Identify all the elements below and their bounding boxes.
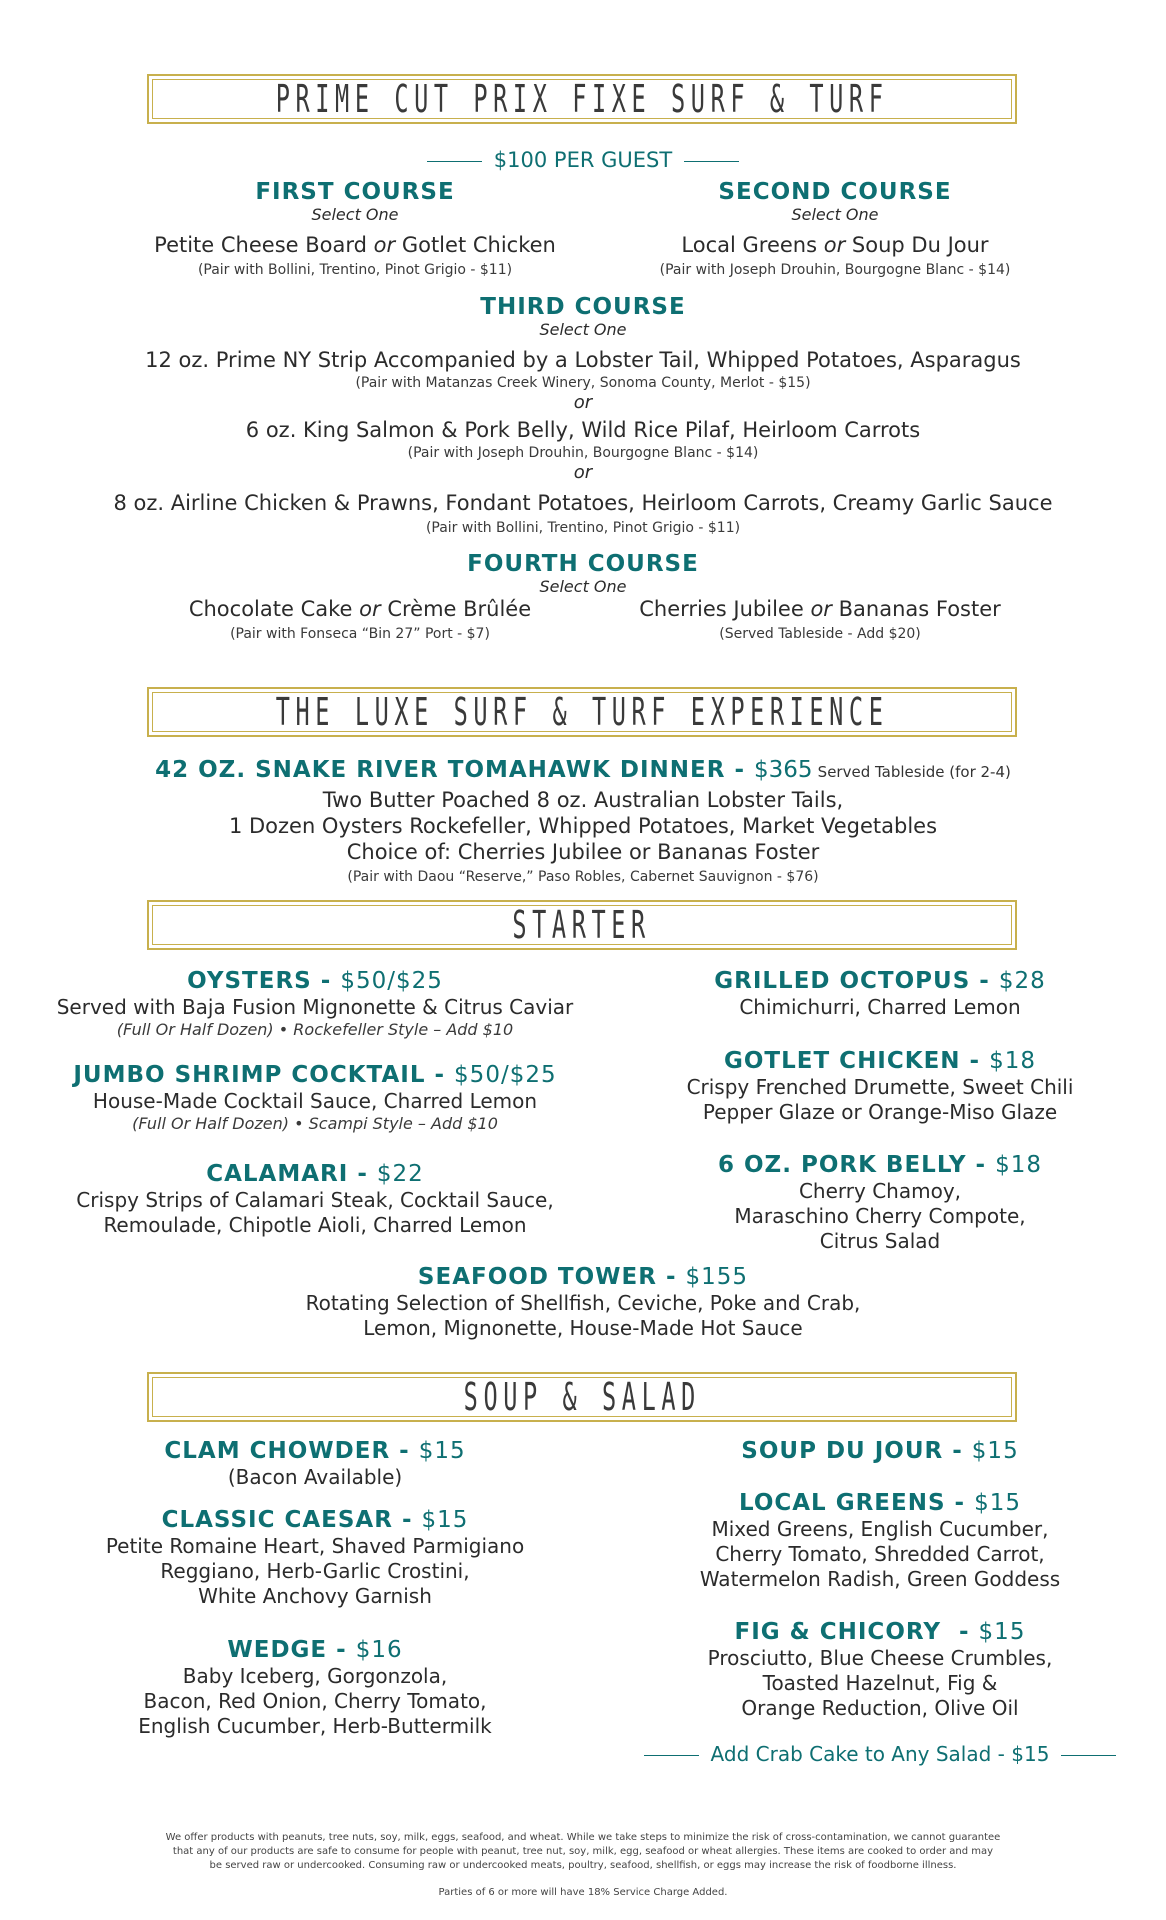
option-a: Cherries Jubilee <box>639 597 804 621</box>
shrimp-desc: House-Made Cocktail Sauce, Charred Lemon <box>92 1089 538 1113</box>
item-price: $155 <box>685 1264 749 1290</box>
octopus-desc: Chimichurri, Charred Lemon <box>739 995 1021 1019</box>
service-charge-note: Parties of 6 or more will have 18% Service Charge Added. <box>438 1887 728 1898</box>
item-title: CLASSIC CAESAR - <box>161 1507 422 1533</box>
octopus-item <box>620 967 1140 1020</box>
second-course <box>560 178 1110 280</box>
pork-belly-desc-1: Cherry Chamoy, <box>798 1179 962 1203</box>
pork-belly-desc-2: Maraschino Cherry Compote, <box>734 1204 1026 1228</box>
third-course-pairing-1: (Pair with Matanzas Creek Winery, Sonoma County, Merlot - $15) <box>355 375 811 391</box>
option-b: Bananas Foster <box>838 597 1001 621</box>
second-course-select: Select One <box>791 205 879 224</box>
chowder-item <box>20 1437 610 1490</box>
first-course-pairing: (Pair with Bollini, Trentino, Pinot Grigio - $11) <box>197 262 513 278</box>
wedge-heading <box>20 1636 610 1664</box>
tomahawk-line-3: Choice of: Cherries Jubilee or Bananas Foster <box>346 840 820 864</box>
soup-salad-banner-title: SOUP & SALAD <box>463 1375 701 1419</box>
third-course-pairing-3: (Pair with Bollini, Trentino, Pinot Grigio - $11) <box>425 520 741 536</box>
crab-cake-text: Add Crab Cake to Any Salad - $15 <box>710 1742 1050 1766</box>
second-course-title: SECOND COURSE <box>718 179 952 205</box>
disclaimer-line-1: We offer products with peanuts, tree nuts, soy, milk, eggs, seafood, and wheat. While we take steps to minimize the risk of cross-contamination, we cannot guarantee <box>165 1832 1001 1843</box>
option-a: Chocolate Cake <box>188 597 353 621</box>
chowder-desc: (Bacon Available) <box>227 1465 403 1489</box>
disclaimer-line-2: that any of our products are safe to consume for people with peanut, tree nut, soy, milk, egg, seafood or wheat allergies. These items are cooked to order and may <box>172 1846 994 1857</box>
soup-du-jour-heading <box>620 1437 1140 1465</box>
shrimp-note: (Full Or Half Dozen) • Scampi Style – Add $10 <box>132 1114 498 1133</box>
divider <box>1061 1755 1116 1756</box>
or-text: or <box>573 462 593 483</box>
item-price: $22 <box>376 1161 424 1187</box>
pork-belly-desc-3: Citrus Salad <box>819 1229 941 1253</box>
or-text: or <box>573 392 593 413</box>
disclaimer-line-3: be served raw or undercooked. Consuming raw or undercooked meats, poultry, seafood, shellfish, or eggs may increase the risk of foodborne illness. <box>209 1860 957 1871</box>
fourth-course-right <box>570 596 1070 644</box>
second-course-options <box>560 232 1110 258</box>
oysters-desc: Served with Baja Fusion Mignonette & Citrus Caviar <box>56 995 574 1019</box>
or-text: or <box>823 233 846 257</box>
third-course-option-1: 12 oz. Prime NY Strip Accompanied by a Lobster Tail, Whipped Potatoes, Asparagus <box>145 348 1021 372</box>
tomahawk-line-1: Two Butter Poached 8 oz. Australian Lobster Tails, <box>322 788 844 812</box>
fig-chicory-desc-3: Orange Reduction, Olive Oil <box>741 1696 1019 1720</box>
prix-fixe-price <box>0 146 1166 174</box>
item-price: $28 <box>998 968 1046 994</box>
item-price: $16 <box>355 1637 403 1663</box>
oysters-heading <box>20 967 610 995</box>
local-greens-desc-1: Mixed Greens, English Cucumber, <box>711 1517 1049 1541</box>
soup-du-jour-item <box>620 1437 1140 1465</box>
item-title: OYSTERS - <box>187 968 341 994</box>
item-price: $15 <box>418 1438 466 1464</box>
tomahawk-note: Served Tableside (for 2-4) <box>817 763 1011 781</box>
wedge-desc-3: English Cucumber, Herb-Buttermilk <box>138 1714 492 1738</box>
local-greens-heading <box>620 1489 1140 1517</box>
oysters-note: (Full Or Half Dozen) • Rockefeller Style – Add $10 <box>116 1020 514 1039</box>
item-title: SEAFOOD TOWER - <box>417 1264 686 1290</box>
luxe-banner-title: THE LUXE SURF & TURF EXPERIENCE <box>275 690 889 734</box>
gotlet-desc-1: Crispy Frenched Drumette, Sweet Chili <box>686 1075 1074 1099</box>
fig-chicory-desc-2: Toasted Hazelnut, Fig & <box>762 1671 998 1695</box>
wedge-item <box>20 1636 610 1739</box>
divider <box>644 1755 699 1756</box>
item-title: FIG & CHICORY - <box>734 1619 979 1645</box>
prix-fixe-banner-title: PRIME CUT PRIX FIXE SURF & TURF <box>275 77 889 121</box>
local-greens-item <box>620 1489 1140 1592</box>
prix-fixe-banner <box>147 74 1017 124</box>
pork-belly-item <box>620 1151 1140 1254</box>
third-course-option-2: 6 oz. King Salmon & Pork Belly, Wild Rice Pilaf, Heirloom Carrots <box>245 418 921 442</box>
crab-cake-addon <box>600 1740 1160 1768</box>
item-title: GOTLET CHICKEN - <box>724 1048 990 1074</box>
gotlet-heading <box>620 1047 1140 1075</box>
wedge-desc-2: Bacon, Red Onion, Cherry Tomato, <box>143 1689 487 1713</box>
item-price: $50/$25 <box>340 968 443 994</box>
fourth-course-title: FOURTH COURSE <box>467 551 699 577</box>
tomahawk-heading <box>0 755 1166 787</box>
first-course-select: Select One <box>311 205 399 224</box>
fourth-course-left-options <box>110 596 610 622</box>
fourth-course-left <box>110 596 610 644</box>
item-price: $18 <box>989 1048 1036 1074</box>
third-course <box>0 293 1166 538</box>
item-title: LOCAL GREENS - <box>738 1490 975 1516</box>
second-course-pairing: (Pair with Joseph Drouhin, Bourgogne Blanc - $14) <box>659 262 1011 278</box>
fourth-course-right-pairing: (Served Tableside - Add $20) <box>719 626 921 642</box>
divider <box>684 161 739 162</box>
item-title: WEDGE - <box>227 1637 356 1663</box>
luxe-banner <box>147 687 1017 737</box>
price-text: $100 PER GUEST <box>493 148 673 172</box>
local-greens-desc-2: Cherry Tomato, Shredded Carrot, <box>715 1542 1045 1566</box>
caesar-desc-3: White Anchovy Garnish <box>198 1584 432 1608</box>
soup-salad-banner <box>147 1372 1017 1422</box>
chowder-heading <box>20 1437 610 1465</box>
or-text: or <box>810 597 832 621</box>
item-price: $50/$25 <box>454 1062 557 1088</box>
option-b: Crème Brûlée <box>387 597 532 621</box>
fig-chicory-heading <box>620 1618 1140 1646</box>
third-course-pairing-2: (Pair with Joseph Drouhin, Bourgogne Blanc - $14) <box>407 445 759 461</box>
option-b: Gotlet Chicken <box>401 233 556 257</box>
seafood-tower-heading <box>0 1263 1166 1291</box>
fig-chicory-desc-1: Prosciutto, Blue Cheese Crumbles, <box>707 1646 1053 1670</box>
shrimp-item <box>20 1061 610 1134</box>
fig-chicory-item <box>620 1618 1140 1721</box>
item-title: GRILLED OCTOPUS - <box>714 968 999 994</box>
first-course-title: FIRST COURSE <box>255 179 455 205</box>
item-title: SOUP DU JOUR - <box>741 1438 972 1464</box>
seafood-tower-item <box>0 1263 1166 1341</box>
tomahawk-line-2: 1 Dozen Oysters Rockefeller, Whipped Potatoes, Market Vegetables <box>228 814 938 838</box>
third-course-title: THIRD COURSE <box>480 294 686 320</box>
calamari-heading <box>20 1160 610 1188</box>
octopus-heading <box>620 967 1140 995</box>
item-title: 6 OZ. PORK BELLY - <box>717 1152 996 1178</box>
tomahawk-pairing: (Pair with Daou “Reserve,” Paso Robles, Cabernet Sauvignon - $76) <box>347 869 819 885</box>
seafood-tower-desc-1: Rotating Selection of Shellfish, Ceviche, Poke and Crab, <box>305 1291 861 1315</box>
wedge-desc-1: Baby Iceberg, Gorgonzola, <box>182 1664 448 1688</box>
caesar-heading <box>20 1506 610 1534</box>
tomahawk-title: 42 OZ. SNAKE RIVER TOMAHAWK DINNER - <box>155 757 755 783</box>
caesar-item <box>20 1506 610 1609</box>
fourth-course <box>0 550 1166 596</box>
or-text: or <box>373 233 396 257</box>
item-price: $15 <box>974 1490 1022 1516</box>
fourth-course-select: Select One <box>539 577 627 596</box>
pork-belly-heading <box>620 1151 1140 1179</box>
option-b: Soup Du Jour <box>851 233 989 257</box>
fourth-course-left-pairing: (Pair with Fonseca “Bin 27” Port - $7) <box>230 626 490 642</box>
gotlet-item <box>620 1047 1140 1125</box>
fourth-course-right-options <box>570 596 1070 622</box>
item-title: CLAM CHOWDER - <box>164 1438 419 1464</box>
starter-banner-title: STARTER <box>512 903 652 947</box>
calamari-desc-2: Remoulade, Chipotle Aioli, Charred Lemon <box>103 1213 527 1237</box>
seafood-tower-desc-2: Lemon, Mignonette, House-Made Hot Sauce <box>363 1316 803 1340</box>
local-greens-desc-3: Watermelon Radish, Green Goddess <box>699 1567 1061 1591</box>
item-price: $15 <box>971 1438 1019 1464</box>
caesar-desc-1: Petite Romaine Heart, Shaved Parmigiano <box>105 1534 525 1558</box>
item-price: $15 <box>978 1619 1026 1645</box>
or-text: or <box>359 597 381 621</box>
starter-banner <box>147 900 1017 950</box>
third-course-option-3: 8 oz. Airline Chicken & Prawns, Fondant Potatoes, Heirloom Carrots, Creamy Garlic Sauce <box>113 491 1053 515</box>
item-title: JUMBO SHRIMP COCKTAIL - <box>73 1062 455 1088</box>
item-title: CALAMARI - <box>206 1161 377 1187</box>
tomahawk-price: $365 <box>754 757 813 783</box>
tomahawk-dinner <box>0 755 1166 887</box>
oysters-item <box>20 967 610 1040</box>
option-a: Local Greens <box>681 233 818 257</box>
option-a: Petite Cheese Board <box>154 233 367 257</box>
calamari-item <box>20 1160 610 1238</box>
divider <box>427 161 482 162</box>
item-price: $18 <box>995 1152 1043 1178</box>
shrimp-heading <box>20 1061 610 1089</box>
item-price: $15 <box>421 1507 469 1533</box>
gotlet-desc-2: Pepper Glaze or Orange-Miso Glaze <box>702 1100 1058 1124</box>
calamari-desc-1: Crispy Strips of Calamari Steak, Cocktail Sauce, <box>76 1188 554 1212</box>
third-course-select: Select One <box>539 320 627 339</box>
caesar-desc-2: Reggiano, Herb-Garlic Crostini, <box>160 1559 470 1583</box>
allergy-disclaimer <box>100 1831 1066 1900</box>
